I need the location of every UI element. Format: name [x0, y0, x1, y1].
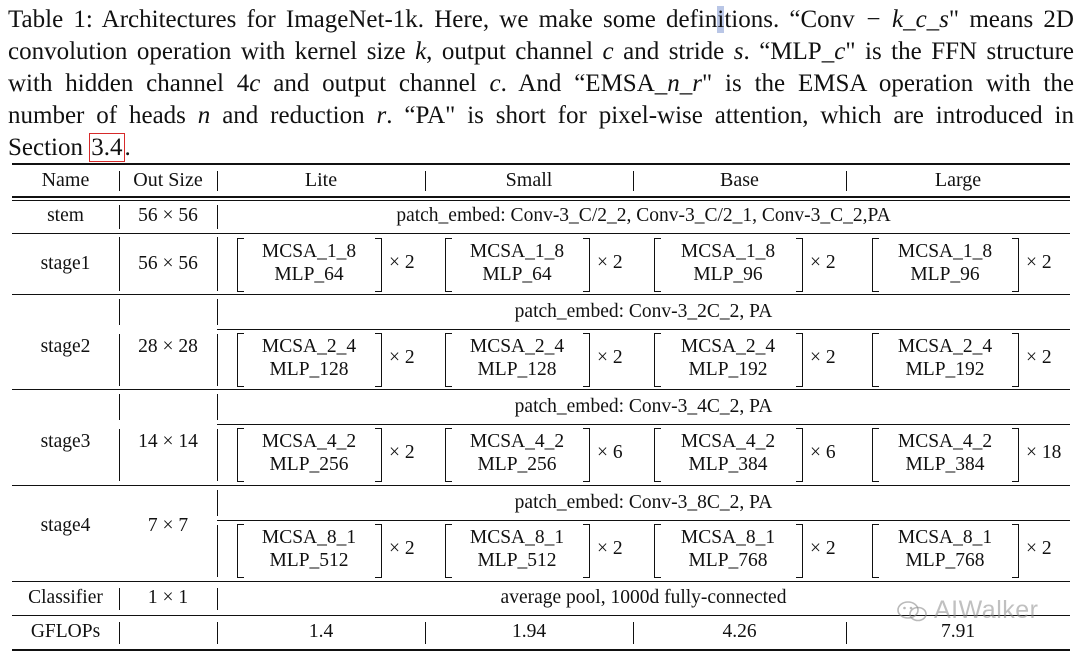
- block-mlp-label: MLP_128: [269, 359, 349, 380]
- caption-line-1: Table 1: Architectures for ImageNet-1k. Here, we make some definitions. “Conv − k_c_s" means 2D: [8, 6, 1074, 33]
- block-attention-label: MCSA_1_8: [469, 241, 565, 262]
- block-repeat-count: × 2: [810, 538, 836, 559]
- right-bracket: [583, 333, 590, 387]
- block-repeat-count: × 2: [389, 347, 415, 368]
- block-attention-label: MCSA_8_1: [897, 527, 993, 548]
- left-bracket: [237, 524, 244, 578]
- stage3-name: stage3: [40, 431, 91, 452]
- block-mlp-label: MLP_768: [905, 550, 985, 571]
- left-bracket: [445, 428, 452, 482]
- vrule-s3-1: [119, 394, 120, 420]
- vrule-s3-4: [217, 429, 218, 481]
- rule-bottom: [12, 649, 1070, 651]
- block-attention-label: MCSA_4_2: [261, 431, 357, 452]
- block-mlp-label: MLP_256: [269, 454, 349, 475]
- left-bracket: [654, 238, 661, 292]
- stage3-block: [237, 428, 431, 482]
- left-bracket: [445, 238, 452, 292]
- right-bracket: [375, 428, 382, 482]
- caption-line-4: number of heads n and reduction r. “PA" is short for pixel-wise attention, which are introduced in: [8, 102, 1074, 129]
- stage4-block: [445, 524, 639, 578]
- rule-stage4-embed: [217, 520, 1070, 521]
- block-mlp-label: MLP_512: [477, 550, 557, 571]
- header-base: Base: [720, 169, 759, 191]
- stage3-block: [654, 428, 852, 482]
- text-selection-mark: i: [717, 6, 725, 33]
- block-attention-label: MCSA_4_2: [680, 431, 776, 452]
- block-attention-label: MCSA_4_2: [897, 431, 993, 452]
- right-bracket: [796, 333, 803, 387]
- caption-line-5: Section 3.4.: [8, 134, 131, 161]
- rule-stage3-embed: [217, 424, 1070, 425]
- block-repeat-count: × 6: [597, 442, 623, 463]
- stage4-block: [237, 524, 431, 578]
- stage1-block: [654, 238, 852, 292]
- stage4-block: [872, 524, 1068, 578]
- rule-header-2: [12, 200, 1070, 201]
- right-bracket: [583, 524, 590, 578]
- caption-line-2: convolution operation with kernel size k, output channel c and stride s. “MLP_c" is the FFN structure: [8, 38, 1075, 65]
- block-repeat-count: × 2: [389, 252, 415, 273]
- block-attention-label: MCSA_2_4: [897, 336, 993, 357]
- block-attention-label: MCSA_8_1: [680, 527, 776, 548]
- left-bracket: [654, 428, 661, 482]
- right-bracket: [375, 238, 382, 292]
- left-bracket: [237, 428, 244, 482]
- vrule-s2-4: [217, 334, 218, 386]
- block-mlp-label: MLP_64: [274, 264, 344, 285]
- gflops-small: 1.94: [511, 621, 547, 642]
- block-repeat-count: × 6: [810, 442, 836, 463]
- right-bracket: [1012, 524, 1019, 578]
- vrule-s2-1: [119, 299, 120, 325]
- block-attention-label: MCSA_4_2: [469, 431, 565, 452]
- block-attention-label: MCSA_1_8: [897, 241, 993, 262]
- gflops-large: 7.91: [940, 621, 976, 642]
- right-bracket: [1012, 428, 1019, 482]
- stage4-name: stage4: [40, 515, 91, 536]
- block-repeat-count: × 2: [597, 538, 623, 559]
- left-bracket: [872, 428, 879, 482]
- header-name: Name: [41, 169, 90, 191]
- stage2-block: [872, 333, 1068, 387]
- stage4-size: 7 × 7: [147, 515, 189, 536]
- architecture-table: [12, 163, 1070, 651]
- block-mlp-label: MLP_256: [477, 454, 557, 475]
- vrule-s4-2: [217, 525, 218, 577]
- table-caption: [8, 4, 1074, 164]
- section-reference-link[interactable]: 3.4: [91, 134, 123, 161]
- header-out-size: Out Size: [133, 169, 203, 191]
- left-bracket: [872, 333, 879, 387]
- block-mlp-label: MLP_64: [482, 264, 552, 285]
- rule-stage4: [12, 581, 1070, 582]
- stage4-block: [654, 524, 852, 578]
- stage3-block: [445, 428, 639, 482]
- wechat-icon: [896, 600, 928, 622]
- stage3-size: 14 × 14: [138, 431, 198, 452]
- stage2-block: [237, 333, 431, 387]
- left-bracket: [445, 524, 452, 578]
- right-bracket: [375, 524, 382, 578]
- block-mlp-label: MLP_96: [910, 264, 980, 285]
- left-bracket: [872, 524, 879, 578]
- right-bracket: [375, 333, 382, 387]
- block-repeat-count: × 2: [389, 538, 415, 559]
- right-bracket: [583, 238, 590, 292]
- header-small: Small: [505, 169, 553, 191]
- block-attention-label: MCSA_2_4: [469, 336, 565, 357]
- block-attention-label: MCSA_1_8: [261, 241, 357, 262]
- block-mlp-label: MLP_384: [905, 454, 985, 475]
- stem-name: stem: [47, 205, 84, 226]
- block-mlp-label: MLP_192: [905, 359, 985, 380]
- block-attention-label: MCSA_2_4: [261, 336, 357, 357]
- left-bracket: [237, 238, 244, 292]
- classifier-name: Classifier: [28, 587, 103, 608]
- left-bracket: [445, 333, 452, 387]
- rule-stage2: [12, 389, 1070, 390]
- classifier-size: 1 × 1: [147, 587, 189, 608]
- gflops-name: GFLOPs: [30, 621, 101, 642]
- caption-line-3: with hidden channel 4c and output channel c. And “EMSA_n_r" is the EMSA operation with the: [8, 70, 1074, 97]
- block-mlp-label: MLP_384: [688, 454, 768, 475]
- rule-stage3: [12, 485, 1070, 486]
- stage3-block: [872, 428, 1068, 482]
- stem-content: patch_embed: Conv-3_C/2_2, Conv-3_C/2_1, Conv-3_C_2,PA: [396, 205, 891, 226]
- block-repeat-count: × 2: [1026, 538, 1052, 559]
- rule-top: [12, 163, 1070, 165]
- block-repeat-count: × 2: [597, 347, 623, 368]
- rule-stage2-embed: [217, 329, 1070, 330]
- block-repeat-count: × 2: [1026, 347, 1052, 368]
- stage2-size: 28 × 28: [138, 336, 198, 357]
- stage2-block: [654, 333, 852, 387]
- stage1-size: 56 × 56: [138, 253, 198, 274]
- classifier-content: average pool, 1000d fully-connected: [500, 587, 787, 608]
- right-bracket: [796, 238, 803, 292]
- block-mlp-label: MLP_128: [477, 359, 557, 380]
- rule-stem: [12, 233, 1070, 234]
- block-mlp-label: MLP_192: [688, 359, 768, 380]
- right-bracket: [1012, 238, 1019, 292]
- right-bracket: [796, 524, 803, 578]
- block-repeat-count: × 2: [597, 252, 623, 273]
- left-bracket: [654, 524, 661, 578]
- left-bracket: [237, 333, 244, 387]
- rule-stage1: [12, 294, 1070, 295]
- stage4-embed: patch_embed: Conv-3_8C_2, PA: [514, 492, 773, 513]
- block-repeat-count: × 2: [1026, 252, 1052, 273]
- stage1-block: [237, 238, 431, 292]
- stage2-name: stage2: [40, 336, 91, 357]
- left-bracket: [872, 238, 879, 292]
- right-bracket: [796, 428, 803, 482]
- stage1-block: [872, 238, 1068, 292]
- stem-size: 56 × 56: [138, 205, 198, 226]
- right-bracket: [1012, 333, 1019, 387]
- stage1-block: [445, 238, 639, 292]
- block-mlp-label: MLP_512: [269, 550, 349, 571]
- rule-header: [12, 196, 1070, 198]
- stage3-embed: patch_embed: Conv-3_4C_2, PA: [514, 396, 773, 417]
- block-mlp-label: MLP_768: [688, 550, 768, 571]
- block-attention-label: MCSA_8_1: [261, 527, 357, 548]
- block-repeat-count: × 2: [810, 252, 836, 273]
- block-repeat-count: × 2: [810, 347, 836, 368]
- gflops-lite: 1.4: [308, 621, 334, 642]
- header-large: Large: [934, 169, 982, 191]
- vrule-s1-2: [217, 237, 218, 291]
- block-attention-label: MCSA_1_8: [680, 241, 776, 262]
- watermark-text: AIWalker: [934, 596, 1039, 624]
- left-bracket: [654, 333, 661, 387]
- block-attention-label: MCSA_2_4: [680, 336, 776, 357]
- stage2-block: [445, 333, 639, 387]
- stage2-embed: patch_embed: Conv-3_2C_2, PA: [514, 301, 773, 322]
- stage1-name: stage1: [40, 253, 91, 274]
- right-bracket: [583, 428, 590, 482]
- block-attention-label: MCSA_8_1: [469, 527, 565, 548]
- gflops-base: 4.26: [722, 621, 757, 642]
- vrule-gf-1: [119, 622, 120, 644]
- header-lite: Lite: [304, 169, 338, 191]
- block-repeat-count: × 18: [1026, 442, 1062, 463]
- block-repeat-count: × 2: [389, 442, 415, 463]
- block-mlp-label: MLP_96: [693, 264, 763, 285]
